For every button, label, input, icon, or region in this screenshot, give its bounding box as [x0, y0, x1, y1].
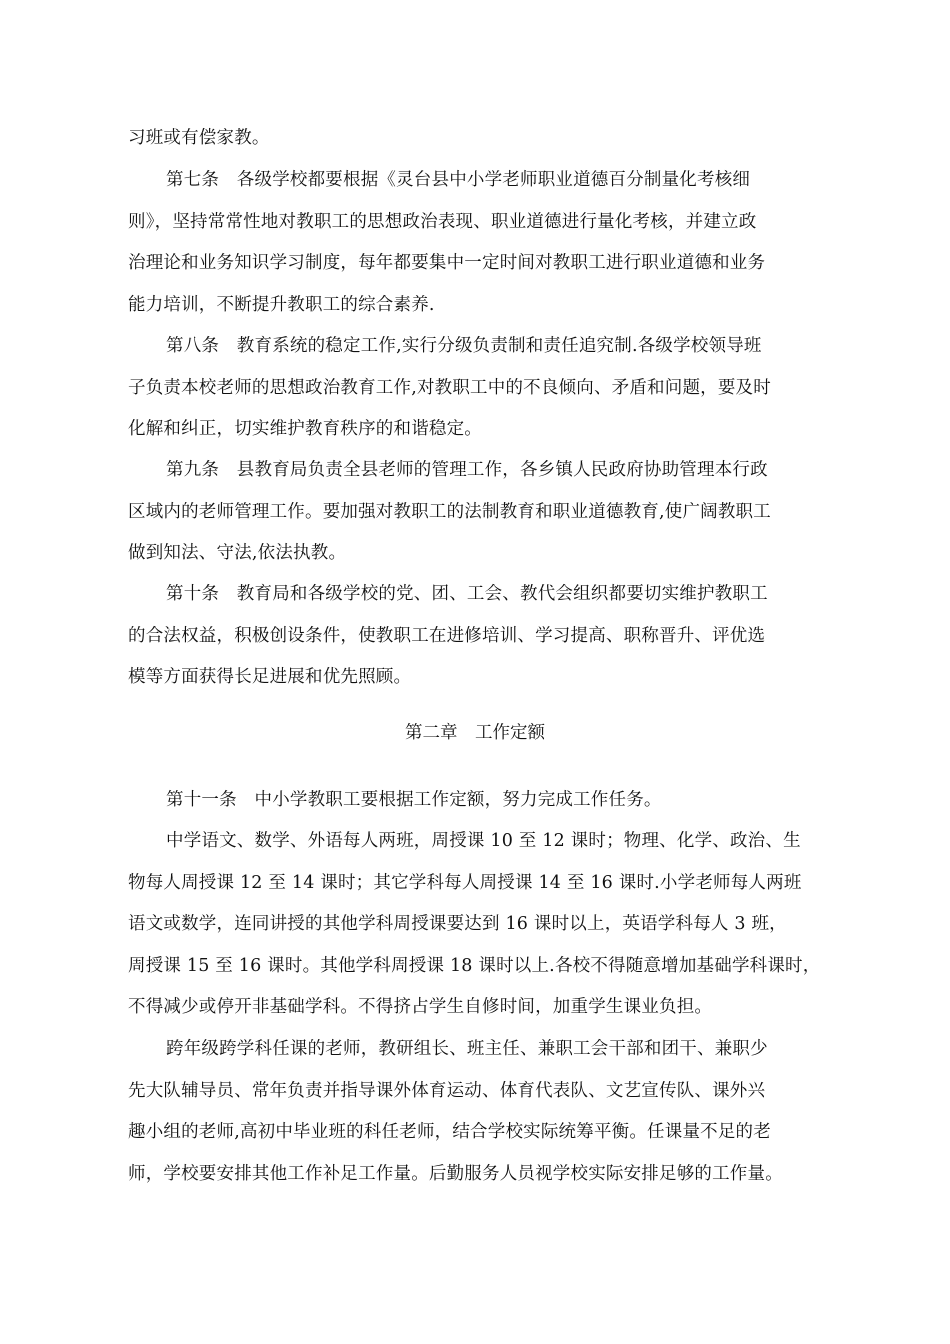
- cross-grade-paragraph: [128, 1029, 828, 1195]
- text-line: 治理论和业务知识学习制度，每年都要集中一定时间对教职工进行职业道德和业务: [128, 253, 766, 273]
- text-line: 中学语文、数学、外语每人两班，周授课 10 至 12 课时；物理、化学、政治、生: [166, 831, 801, 851]
- text-line: 的合法权益，积极创设条件，使教职工在进修培训、学习提高、职称晋升、评优选: [128, 625, 766, 646]
- text-line: 先大队辅导员、常年负责并指导课外体育运动、体育代表队、文艺宣传队、课外兴: [128, 1080, 766, 1101]
- text-line: 语文或数学，连同讲授的其他学科周授课要达到 16 课时以上，英语学科每人 3 班，: [128, 914, 787, 934]
- text-line: 子负责本校老师的思想政治教育工作,对教职工中的不良倾向、矛盾和问题，要及时: [128, 377, 771, 398]
- text-line: 趣小组的老师,高初中毕业班的科任老师，结合学校实际统筹平衡。任课量不足的老: [128, 1122, 771, 1142]
- text-line: 师，学校要安排其他工作补足工作量。后勤服务人员视学校实际安排足够的工作量。: [128, 1163, 783, 1184]
- text-line: 第八条 教育系统的稳定工作,实行分级负责制和责任追究制.各级学校领导班: [166, 336, 762, 356]
- article-10: [128, 574, 828, 699]
- text-line: 第七条 各级学校都要根据《灵台县中小学老师职业道德百分制量化考核细: [166, 170, 751, 190]
- text-line: 第十条 教育局和各级学校的党、团、工会、教代会组织都要切实维护教职工: [166, 584, 768, 604]
- chapter-heading: 第二章 工作定额: [405, 723, 545, 743]
- text-line: 区域内的老师管理工作。要加强对教职工的法制教育和职业道德教育,使广阔教职工: [128, 501, 771, 522]
- text-line: 做到知法、守法,依法执教。: [128, 543, 347, 563]
- article-9: [128, 450, 828, 575]
- text-line: 化解和纠正，切实维护教育秩序的和谐稳定。: [128, 419, 482, 439]
- article-7: [128, 160, 828, 326]
- text-line: 能力培训，不断提升教职工的综合素养.: [128, 294, 435, 315]
- text-line: 则》，坚持常常性地对教职工的思想政治表现、职业道德进行量化考核，并建立政: [128, 211, 757, 232]
- text-line: 第九条 县教育局负责全县老师的管理工作，各乡镇人民政府协助管理本行政: [166, 460, 768, 480]
- article-11: [128, 780, 828, 822]
- text-line: 第十一条 中小学教职工要根据工作定额，努力完成工作任务。: [166, 790, 662, 810]
- text-line: 物每人周授课 12 至 14 课时；其它学科每人周授课 14 至 16 课时.小学老师每人两班: [128, 872, 802, 893]
- workload-paragraph: [128, 821, 828, 1029]
- text-line: 周授课 15 至 16 课时。其他学科周授课 18 课时以上.各校不得随意增加基础学科课时，: [128, 955, 821, 976]
- article-8: [128, 326, 828, 451]
- text-line: 习班或有偿家教。: [128, 128, 270, 148]
- text-line: 模等方面获得长足进展和优先照顾。: [128, 667, 412, 687]
- paragraph-continuation: [128, 118, 828, 160]
- text-line: 跨年级跨学科任课的老师，教研组长、班主任、兼职工会干部和团干、兼职少: [166, 1039, 768, 1059]
- text-line: 不得减少或停开非基础学科。不得挤占学生自修时间，加重学生课业负担。: [128, 997, 713, 1017]
